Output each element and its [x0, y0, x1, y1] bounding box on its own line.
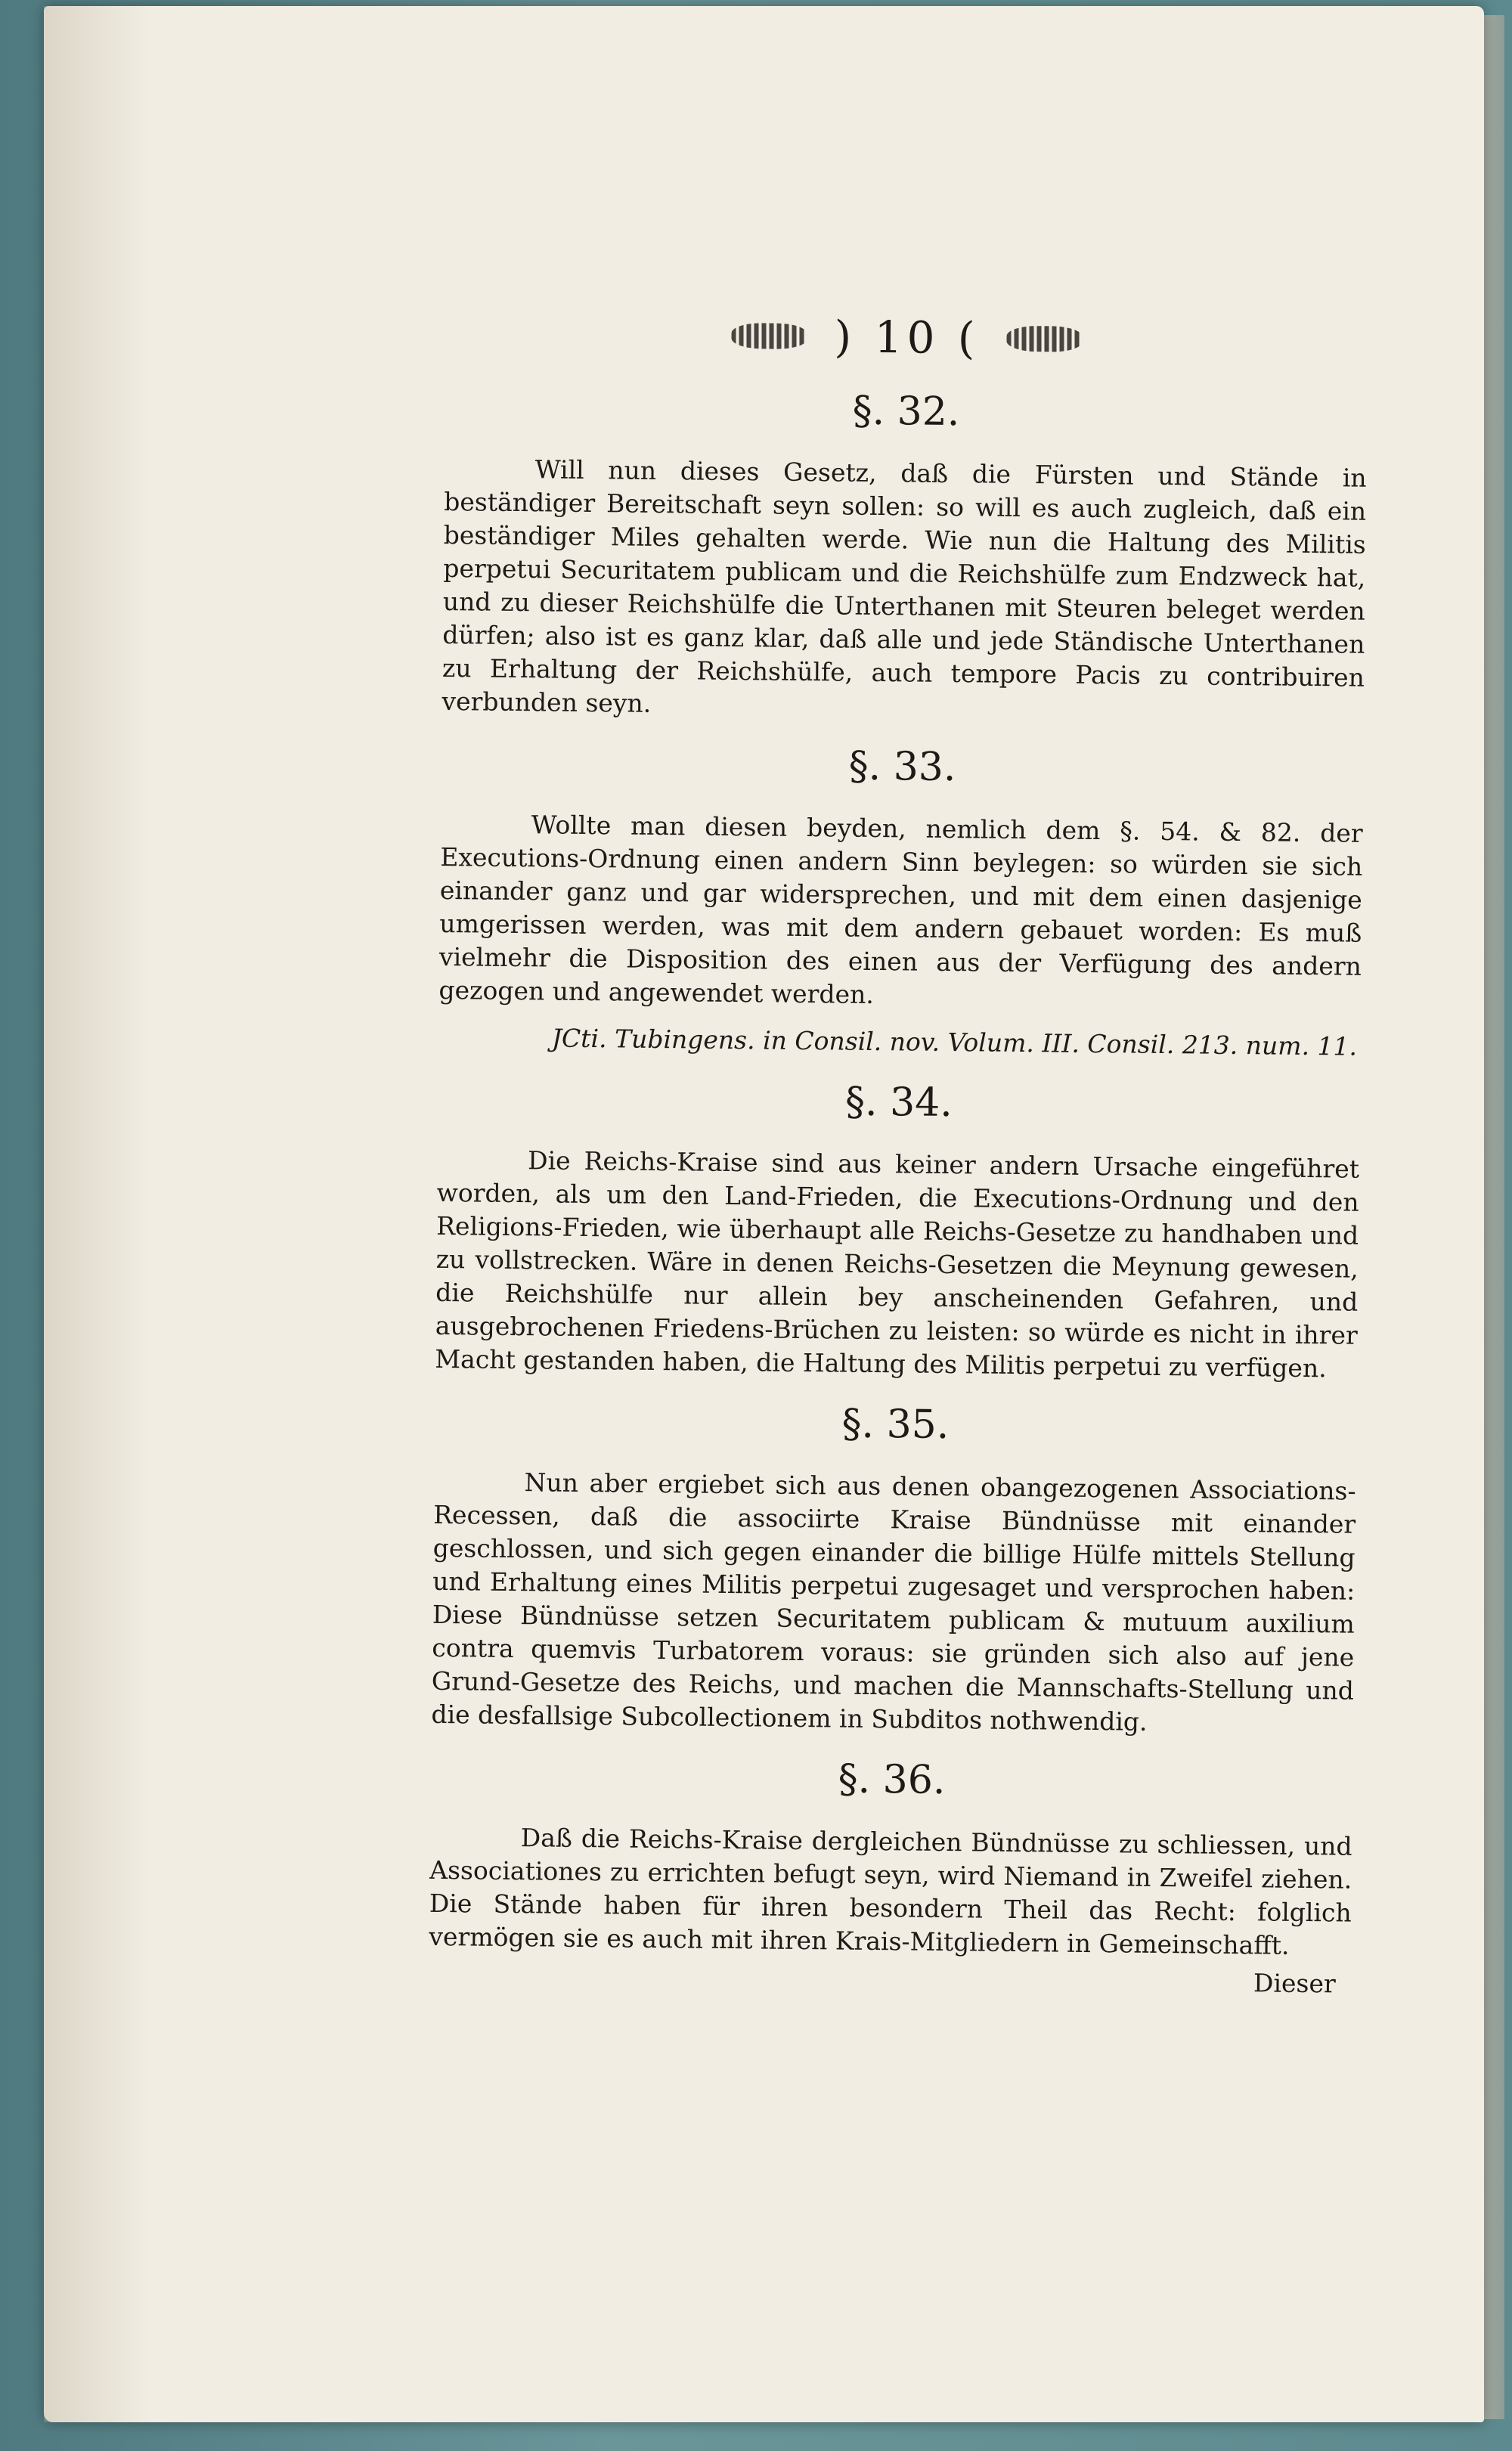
section-heading: §. 33.: [848, 743, 956, 791]
section-heading: §. 34.: [844, 1079, 953, 1126]
section-paragraph: Will nun dieses Gesetz, daß die Fürsten und Stände in beständiger Bereitschaft seyn sollen: so will es auch zugleich, daß ein beständiger Miles gehalten werde. Wie nun die Haltung des Militis perpetui Securitatem publicam und die Reichshülfe zum Endzweck hat, und zu dieser Reichshülfe die Unterthanen mit Steuren beleget werden dürfen; also ist es ganz klar, daß alle und jede Ständische Unterthanen zu Erhaltung der Reichshülfe, auch tempore Pacis zu contribuiren verbunden seyn.: [442, 454, 1367, 718]
section-34: [435, 1075, 1360, 1386]
ornament-right-icon: [1006, 326, 1082, 352]
section-35: [431, 1397, 1357, 1741]
page-header: [445, 302, 1368, 373]
section-paragraph: Daß die Reichs-Kraise dergleichen Bündnüsse zu schliessen, und Associationes zu errichten befugt seyn, wird Niemand in Zweifel ziehen. Die Stände haben für ihren besondern Theil das Recht: folglich vermögen sie es auch mit ihren Krais-Mitgliedern in Gemeinschafft.: [429, 1823, 1352, 1960]
section-paragraph: Nun aber ergiebet sich aus denen obangezogenen Associations-Recessen, daß die associirte Kraise Bündnüsse mit einander geschlossen, und sich gegen einander die billige Hülfe mittels Stellung und Erhaltung eines Militis perpetui zugesaget und versprochen haben: Diese Bündnüsse setzen Securitatem publicam & mutuum auxilium contra quemvis Turbatorem voraus: sie gründen sich also auf jene Grund-Gesetze des Reichs, und machen die Mannschafts-Stellung und die desfallsige Subcollectionem in Subditos nothwendig.: [431, 1467, 1356, 1737]
section-36: [429, 1752, 1353, 1963]
section-32: [442, 384, 1368, 728]
ornament-left-icon: [731, 323, 807, 349]
section-33: [438, 739, 1364, 1064]
page-gutter-shade: [44, 6, 150, 2422]
section-heading: §. 36.: [838, 1756, 946, 1804]
catchword: Dieser: [1253, 1968, 1336, 1999]
section-heading: §. 35.: [841, 1401, 950, 1449]
page-text: [429, 302, 1368, 1999]
section-paragraph: Wollte man diesen beyden, nemlich dem §. 54. & 82. der Executions-Ordnung einen andern Sinn beylegen: so würden sie sich einander ganz und gar widersprechen, und mit dem einen dasjenige umgerissen werden, was mit dem andern gebauet worden: Es muß vielmehr die Disposition des einen aus der Verfügung des andern gezogen und angewendet werden.: [438, 810, 1363, 1009]
page-number: ) 10 (: [834, 311, 980, 364]
section-heading: §. 32.: [852, 388, 960, 435]
section-paragraph: Die Reichs-Kraise sind aus keiner andern Ursache eingeführet worden, als um den Land-Frieden, die Executions-Ordnung und den Religions-Frieden, wie überhaupt alle Reichs-Gesetze zu handhaben und zu vollstrecken. Wäre in denen Reichs-Gesetzen die Meynung gewesen, die Reichshülfe nur allein bey anscheinenden Gefahren, und ausgebrochenen Friedens-Brüchen zu leisten: so würde es nicht in ihrer Macht gestanden haben, die Haltung des Militis perpetui zu verfügen.: [435, 1145, 1360, 1384]
citation: JCti. Tubingens. in Consil. nov. Volum. III. Consil. 213. num. 11.: [551, 1023, 1358, 1061]
